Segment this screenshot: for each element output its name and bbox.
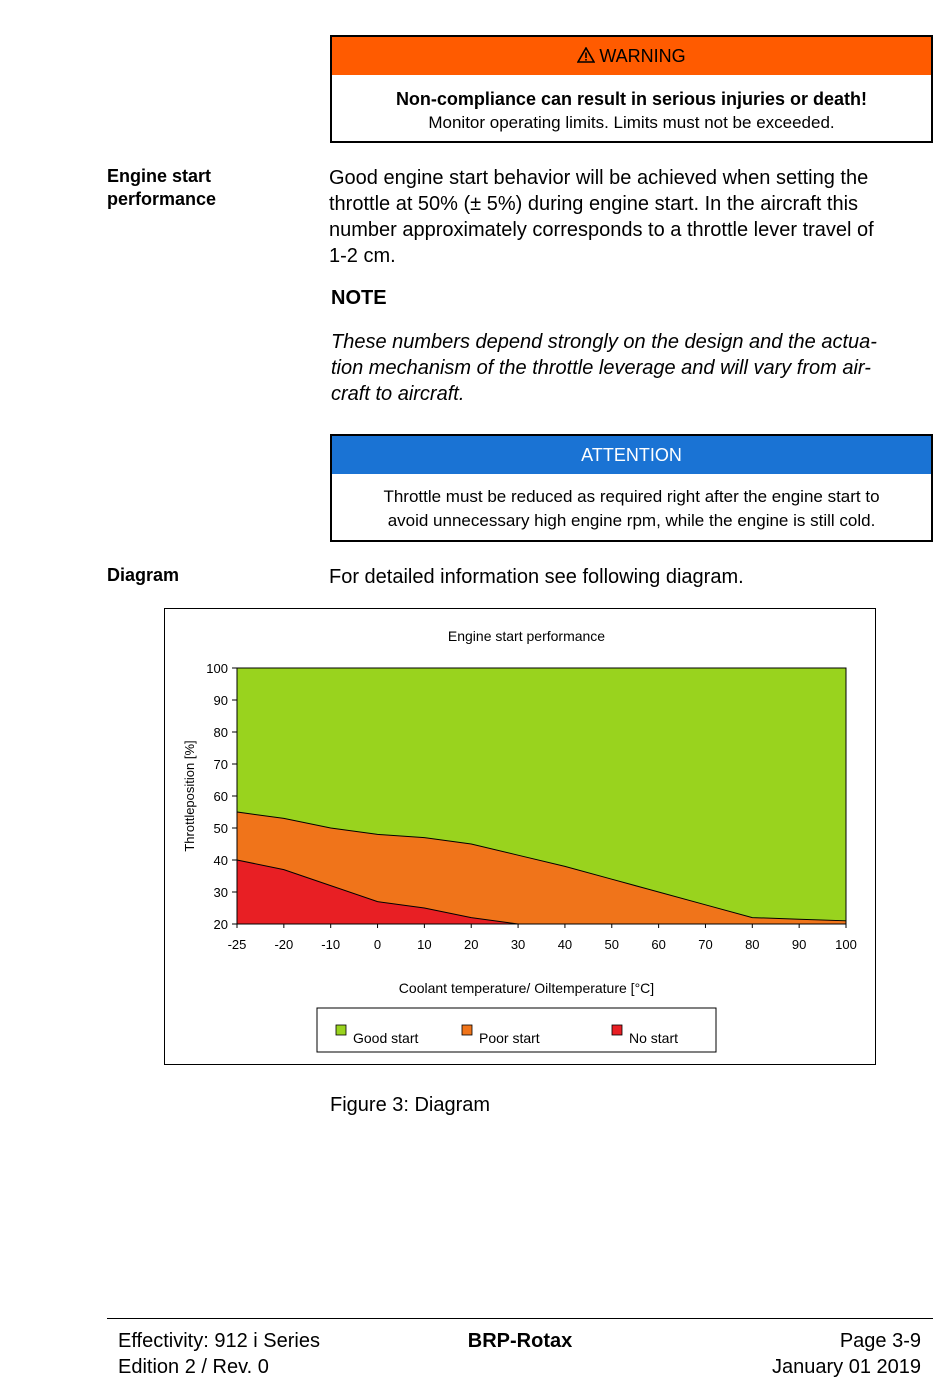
x-tick-label: 70 [698,937,713,952]
chart-frame [164,608,876,1065]
x-tick-label: 10 [417,937,432,952]
engine-start-label-line1: Engine start [107,166,212,186]
footer-edition: Edition 2 / Rev. 0 [118,1356,269,1378]
x-tick-label: 100 [835,937,857,952]
note-line3: craft to aircraft. [331,383,465,405]
diagram-label: Diagram [107,565,180,585]
engine-start-para-line2: throttle at 50% (± 5%) during engine start. In the aircraft this [329,193,859,215]
engine-start-chart [165,609,875,1064]
footer-center: BRP-Rotax [467,1330,573,1352]
warning-box [330,35,933,143]
legend-label-no-start: No start [629,1030,679,1046]
attention-line1: Throttle must be reduced as required right after the engine start to [383,487,880,506]
y-tick-label: 20 [213,917,228,932]
x-tick-label: -10 [321,937,341,952]
note-line1: These numbers depend strongly on the design and the actua- [331,331,877,353]
legend-swatch-good-start [336,1025,346,1035]
attention-header: ATTENTION [332,436,931,474]
legend-swatch-poor-start [462,1025,472,1035]
legend-swatch-no-start [612,1025,622,1035]
engine-start-paragraph [329,165,924,269]
attention-box [330,434,933,542]
y-tick-label: 90 [213,693,228,708]
engine-start-para-line3: number approximately corresponds to a throttle lever travel of [329,219,874,241]
y-tick-label: 100 [206,661,228,676]
footer-date: January 01 2019 [771,1356,921,1378]
warning-header [332,37,931,75]
x-tick-label: 0 [373,937,382,952]
footer-divider [107,1318,933,1319]
x-tick-label: -20 [274,937,294,952]
x-tick-label: 30 [510,937,526,952]
y-tick-label: 50 [213,821,228,836]
legend-label-good-start: Good start [353,1030,419,1046]
y-tick-label: 40 [213,853,228,868]
x-tick-label: 50 [604,937,620,952]
diagram-intro-text: For detailed information see following diagram. [329,566,744,588]
footer-effectivity: Effectivity: 912 i Series [118,1330,320,1352]
note-text [331,329,926,407]
y-tick-label: 70 [213,757,228,772]
y-tick-label: 30 [213,885,228,900]
x-tick-label: 60 [651,937,666,952]
y-tick-label: 80 [213,725,228,740]
chart-title: Engine start performance [447,628,606,644]
warning-body [332,75,931,135]
legend-label-poor-start: Poor start [479,1030,540,1046]
x-tick-label: 90 [791,937,807,952]
footer-right [772,1328,921,1380]
attention-line2: avoid unnecessary high engine rpm, while the engine is still cold. [387,511,876,530]
footer-page-number: Page 3-9 [839,1330,921,1352]
x-axis-label: Coolant temperature/ Oiltemperature [°C] [398,980,655,996]
y-tick-label: 60 [213,789,228,804]
warning-line1: Non-compliance can result in serious injuries or death! [395,89,868,109]
figure-caption: Figure 3: Diagram [330,1094,491,1116]
warning-title: WARNING [599,46,686,66]
engine-start-para-line1: Good engine start behavior will be achieved when setting the [329,167,869,189]
warning-line2: Monitor operating limits. Limits must not be exceeded. [428,113,835,132]
engine-start-label [107,165,216,211]
x-tick-label: 40 [557,937,573,952]
x-tick-label: -25 [227,937,247,952]
x-tick-label: 80 [745,937,760,952]
x-tick-label: 20 [463,937,479,952]
attention-body [332,474,931,533]
engine-start-label-line2: performance [107,189,217,209]
engine-start-para-line4: 1-2 cm. [329,245,396,267]
note-line2: tion mechanism of the throttle leverage and will vary from air- [331,357,871,379]
note-title: NOTE [331,287,387,309]
warning-triangle-icon [577,38,595,76]
y-axis-label: Throttleposition [%] [182,740,197,852]
